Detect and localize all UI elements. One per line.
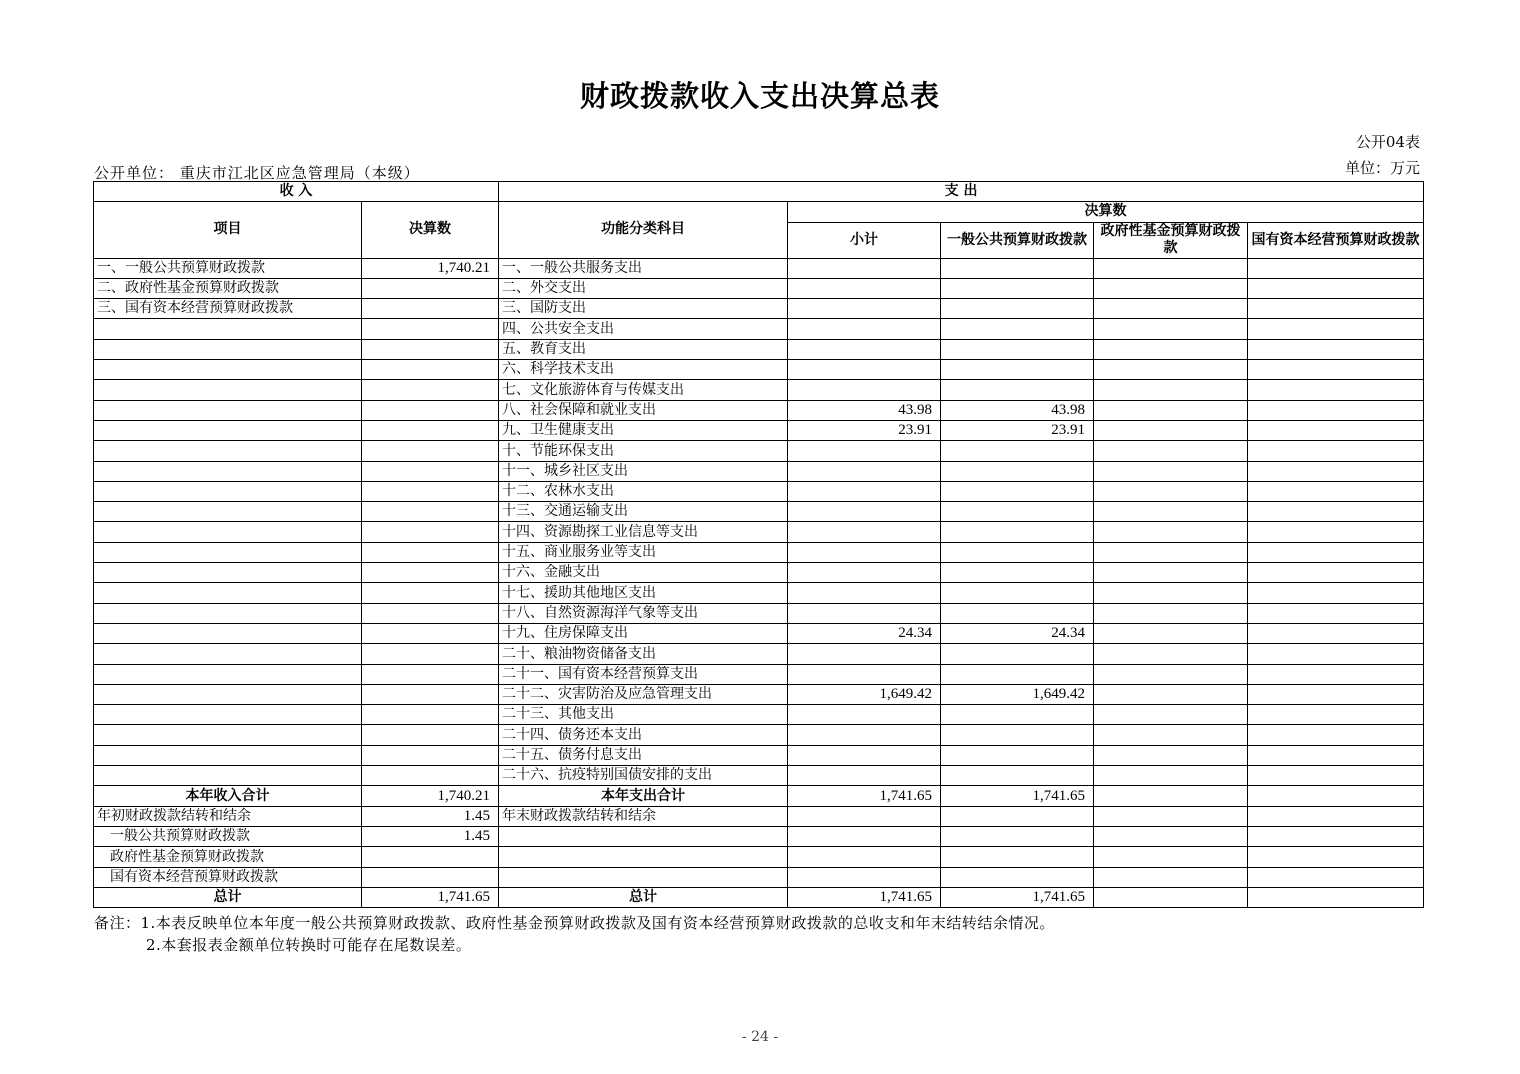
- state-capital-value: [1248, 420, 1424, 440]
- state-capital-value: [1248, 461, 1424, 481]
- state-capital-value: [1248, 400, 1424, 420]
- gov-fund-value: [1094, 542, 1248, 562]
- table-row: [94, 319, 1424, 339]
- state-capital-value: [1248, 339, 1424, 359]
- table-row: [94, 766, 1424, 786]
- general-budget-value: [941, 380, 1094, 400]
- income-item: [94, 583, 362, 603]
- carryover-fund-row: [94, 847, 1424, 867]
- gov-fund-value: [1094, 502, 1248, 522]
- income-amount: [362, 542, 499, 562]
- table-row: [94, 278, 1424, 298]
- function-item: 二十三、其他支出: [499, 705, 788, 725]
- function-item: 十三、交通运输支出: [499, 502, 788, 522]
- income-item: 一、一般公共预算财政拨款: [94, 258, 362, 278]
- subtotal-value: [788, 522, 941, 542]
- table-row: [94, 522, 1424, 542]
- subtotal-header: 小计: [788, 222, 941, 258]
- state-capital-value: [1248, 542, 1424, 562]
- income-item: [94, 380, 362, 400]
- state-capital-value: [1248, 603, 1424, 623]
- subtotal-value: [788, 563, 941, 583]
- function-item: 十一、城乡社区支出: [499, 461, 788, 481]
- subtotal-value: [788, 583, 941, 603]
- state-capital-value: [1248, 441, 1424, 461]
- income-item: [94, 481, 362, 501]
- function-item: 三、国防支出: [499, 299, 788, 319]
- gov-fund-value: [1094, 664, 1248, 684]
- function-item: 二十二、灾害防治及应急管理支出: [499, 684, 788, 704]
- table-row: [94, 542, 1424, 562]
- state-capital-value: [1248, 766, 1424, 786]
- income-item: [94, 623, 362, 643]
- income-item: [94, 360, 362, 380]
- gov-fund-value: [1094, 623, 1248, 643]
- function-item: 六、科学技术支出: [499, 360, 788, 380]
- subtotal-value: [788, 745, 941, 765]
- function-item: 十七、援助其他地区支出: [499, 583, 788, 603]
- grand-total-row: [94, 887, 1424, 907]
- general-budget-value: 24.34: [941, 623, 1094, 643]
- subtotal-value: [788, 319, 941, 339]
- table-row: [94, 502, 1424, 522]
- income-item: [94, 319, 362, 339]
- note-2: 2.本套报表金额单位转换时可能存在尾数误差。: [146, 936, 472, 954]
- income-amount: [362, 583, 499, 603]
- state-capital-value: [1248, 380, 1424, 400]
- income-amount: [362, 380, 499, 400]
- grand-total-income: 1,741.65: [362, 887, 499, 907]
- notes: [94, 912, 1055, 956]
- fiscal-appropriation-table: [93, 181, 1424, 908]
- function-item: 七、文化旅游体育与传媒支出: [499, 380, 788, 400]
- state-capital-value: [1248, 522, 1424, 542]
- state-capital-value: [1248, 583, 1424, 603]
- expense-total-general: 1,741.65: [941, 786, 1094, 806]
- table-row: [94, 684, 1424, 704]
- state-capital-header: 国有资本经营预算财政拨款: [1248, 222, 1424, 258]
- subtotal-value: [788, 258, 941, 278]
- income-item: [94, 420, 362, 440]
- gov-fund-header: 政府性基金预算财政拨款: [1094, 222, 1248, 258]
- gov-fund-value: [1094, 258, 1248, 278]
- state-capital-value: [1248, 745, 1424, 765]
- item-header: 项目: [94, 202, 362, 258]
- gov-fund-value: [1094, 745, 1248, 765]
- subtotal-value: 1,649.42: [788, 684, 941, 704]
- gov-fund-value: [1094, 563, 1248, 583]
- income-amount: [362, 339, 499, 359]
- gov-fund-value: [1094, 603, 1248, 623]
- income-amount: [362, 603, 499, 623]
- table-row: [94, 400, 1424, 420]
- gov-fund-value: [1094, 299, 1248, 319]
- function-item: 一、一般公共服务支出: [499, 258, 788, 278]
- page-title: 财政拨款收入支出决算总表: [579, 79, 940, 113]
- state-capital-value: [1248, 481, 1424, 501]
- income-amount: [362, 299, 499, 319]
- function-item: 十八、自然资源海洋气象等支出: [499, 603, 788, 623]
- income-item: [94, 441, 362, 461]
- function-item: 十五、商业服务业等支出: [499, 542, 788, 562]
- income-amount: [362, 725, 499, 745]
- gov-fund-value: [1094, 420, 1248, 440]
- income-amount: [362, 644, 499, 664]
- gov-fund-value: [1094, 339, 1248, 359]
- income-item: 三、国有资本经营预算财政拨款: [94, 299, 362, 319]
- income-total-amount: 1,740.21: [362, 786, 499, 806]
- table-row: [94, 258, 1424, 278]
- state-capital-value: [1248, 644, 1424, 664]
- carryover-general-amount: 1.45: [362, 826, 499, 846]
- income-item: [94, 563, 362, 583]
- general-budget-value: [941, 461, 1094, 481]
- function-item: 八、社会保障和就业支出: [499, 400, 788, 420]
- page-number: - 24 -: [741, 1029, 779, 1045]
- gov-fund-value: [1094, 461, 1248, 481]
- income-amount: [362, 278, 499, 298]
- table-row: [94, 563, 1424, 583]
- state-capital-value: [1248, 623, 1424, 643]
- subtotal-value: [788, 299, 941, 319]
- currency-unit: 单位：万元: [1344, 159, 1420, 177]
- income-item: [94, 461, 362, 481]
- carryover-begin-label: 年初财政拨款结转和结余: [94, 806, 362, 826]
- state-capital-value: [1248, 684, 1424, 704]
- general-budget-value: [941, 542, 1094, 562]
- state-capital-value: [1248, 705, 1424, 725]
- general-budget-value: [941, 319, 1094, 339]
- carryover-begin-amount: 1.45: [362, 806, 499, 826]
- state-capital-value: [1248, 278, 1424, 298]
- carryover-end-label: 年末财政拨款结转和结余: [499, 806, 788, 826]
- general-budget-value: [941, 339, 1094, 359]
- general-budget-value: [941, 502, 1094, 522]
- income-item: 二、政府性基金预算财政拨款: [94, 278, 362, 298]
- function-item: 二十一、国有资本经营预算支出: [499, 664, 788, 684]
- reporting-unit: 公开单位： 重庆市江北区应急管理局（本级）: [94, 164, 420, 182]
- subtotal-value: [788, 705, 941, 725]
- subtotal-value: [788, 766, 941, 786]
- gov-fund-value: [1094, 522, 1248, 542]
- gov-fund-value: [1094, 684, 1248, 704]
- income-amount: [362, 522, 499, 542]
- grand-total-expense-label: 总计: [499, 887, 788, 907]
- grand-total-label: 总计: [94, 887, 362, 907]
- general-budget-value: [941, 278, 1094, 298]
- income-item: [94, 745, 362, 765]
- general-budget-value: 1,649.42: [941, 684, 1094, 704]
- general-budget-value: [941, 299, 1094, 319]
- state-capital-value: [1248, 725, 1424, 745]
- general-budget-value: [941, 360, 1094, 380]
- income-item: [94, 400, 362, 420]
- subtotal-value: [788, 664, 941, 684]
- state-capital-value: [1248, 563, 1424, 583]
- function-item: 十九、住房保障支出: [499, 623, 788, 643]
- gov-fund-value: [1094, 441, 1248, 461]
- state-capital-value: [1248, 319, 1424, 339]
- general-budget-value: [941, 522, 1094, 542]
- amount-header: 决算数: [362, 202, 499, 258]
- expense-header: 支 出: [499, 182, 1424, 202]
- general-budget-value: [941, 258, 1094, 278]
- general-budget-value: [941, 705, 1094, 725]
- carryover-capital-label: 国有资本经营预算财政拨款: [94, 867, 362, 887]
- gov-fund-value: [1094, 766, 1248, 786]
- function-item: 四、公共安全支出: [499, 319, 788, 339]
- state-capital-value: [1248, 502, 1424, 522]
- carryover-general-label: 一般公共预算财政拨款: [94, 826, 362, 846]
- income-amount: [362, 623, 499, 643]
- table-row: [94, 360, 1424, 380]
- state-capital-value: [1248, 360, 1424, 380]
- general-budget-value: [941, 563, 1094, 583]
- income-amount: [362, 420, 499, 440]
- income-item: [94, 644, 362, 664]
- subtotal-value: [788, 360, 941, 380]
- income-item: [94, 664, 362, 684]
- income-amount: [362, 766, 499, 786]
- income-item: [94, 522, 362, 542]
- subtotal-value: [788, 542, 941, 562]
- function-item: 二十五、债务付息支出: [499, 745, 788, 765]
- income-item: [94, 705, 362, 725]
- grand-total-general: 1,741.65: [941, 887, 1094, 907]
- carryover-capital-row: [94, 867, 1424, 887]
- state-capital-value: [1248, 664, 1424, 684]
- income-header: 收 入: [94, 182, 499, 202]
- subtotal-value: [788, 603, 941, 623]
- income-item: [94, 603, 362, 623]
- subtotal-value: [788, 725, 941, 745]
- subtotal-value: [788, 461, 941, 481]
- subtotal-value: [788, 339, 941, 359]
- table-row: [94, 339, 1424, 359]
- gov-fund-value: [1094, 278, 1248, 298]
- income-amount: [362, 705, 499, 725]
- income-item: [94, 684, 362, 704]
- function-item: 十、节能环保支出: [499, 441, 788, 461]
- final-account-header: 决算数: [788, 202, 1424, 222]
- table-row: [94, 441, 1424, 461]
- function-item: 二十六、抗疫特别国债安排的支出: [499, 766, 788, 786]
- subtotal-value: [788, 502, 941, 522]
- general-budget-header: 一般公共预算财政拨款: [941, 222, 1094, 258]
- subtotal-value: [788, 380, 941, 400]
- form-number: 公开04表: [1355, 133, 1420, 151]
- gov-fund-value: [1094, 400, 1248, 420]
- income-amount: [362, 563, 499, 583]
- function-item: 十二、农林水支出: [499, 481, 788, 501]
- note-1: 备注：1.本表反映单位本年度一般公共预算财政拨款、政府性基金预算财政拨款及国有资本经营预算财政拨款的总收支和年末结转结余情况。: [94, 914, 1055, 932]
- expense-total-label: 本年支出合计: [499, 786, 788, 806]
- general-budget-value: 23.91: [941, 420, 1094, 440]
- table-row: [94, 461, 1424, 481]
- table-row: [94, 725, 1424, 745]
- function-item: 五、教育支出: [499, 339, 788, 359]
- subtotal-value: 24.34: [788, 623, 941, 643]
- income-item: [94, 766, 362, 786]
- income-item: [94, 725, 362, 745]
- carryover-begin-row: [94, 806, 1424, 826]
- income-amount: [362, 461, 499, 481]
- gov-fund-value: [1094, 705, 1248, 725]
- general-budget-value: [941, 725, 1094, 745]
- table-row: [94, 603, 1424, 623]
- annual-total-row: [94, 786, 1424, 806]
- income-amount: [362, 441, 499, 461]
- general-budget-value: [941, 481, 1094, 501]
- function-header: 功能分类科目: [499, 202, 788, 258]
- table-row: [94, 644, 1424, 664]
- function-item: 二十、粮油物资储备支出: [499, 644, 788, 664]
- income-amount: [362, 684, 499, 704]
- gov-fund-value: [1094, 644, 1248, 664]
- gov-fund-value: [1094, 319, 1248, 339]
- subtotal-value: 43.98: [788, 400, 941, 420]
- table-row: [94, 481, 1424, 501]
- general-budget-value: [941, 745, 1094, 765]
- gov-fund-value: [1094, 360, 1248, 380]
- income-item: [94, 502, 362, 522]
- subtotal-value: 23.91: [788, 420, 941, 440]
- gov-fund-value: [1094, 380, 1248, 400]
- general-budget-value: [941, 583, 1094, 603]
- gov-fund-value: [1094, 481, 1248, 501]
- gov-fund-value: [1094, 725, 1248, 745]
- table-row: [94, 299, 1424, 319]
- function-item: 九、卫生健康支出: [499, 420, 788, 440]
- income-amount: [362, 319, 499, 339]
- function-item: 十六、金融支出: [499, 563, 788, 583]
- state-capital-value: [1248, 299, 1424, 319]
- expense-total-subtotal: 1,741.65: [788, 786, 941, 806]
- income-amount: 1,740.21: [362, 258, 499, 278]
- table-row: [94, 705, 1424, 725]
- table-body: [94, 258, 1424, 786]
- subtotal-value: [788, 481, 941, 501]
- state-capital-value: [1248, 258, 1424, 278]
- table-row: [94, 380, 1424, 400]
- table-row: [94, 664, 1424, 684]
- function-item: 二十四、债务还本支出: [499, 725, 788, 745]
- income-amount: [362, 745, 499, 765]
- income-amount: [362, 502, 499, 522]
- gov-fund-value: [1094, 583, 1248, 603]
- general-budget-value: [941, 603, 1094, 623]
- income-item: [94, 542, 362, 562]
- table-row: [94, 745, 1424, 765]
- general-budget-value: 43.98: [941, 400, 1094, 420]
- general-budget-value: [941, 644, 1094, 664]
- income-amount: [362, 400, 499, 420]
- subtotal-value: [788, 441, 941, 461]
- carryover-general-row: [94, 826, 1424, 846]
- income-item: [94, 339, 362, 359]
- income-amount: [362, 664, 499, 684]
- income-amount: [362, 360, 499, 380]
- income-amount: [362, 481, 499, 501]
- function-item: 十四、资源勘探工业信息等支出: [499, 522, 788, 542]
- general-budget-value: [941, 441, 1094, 461]
- subtotal-value: [788, 278, 941, 298]
- function-item: 二、外交支出: [499, 278, 788, 298]
- general-budget-value: [941, 766, 1094, 786]
- general-budget-value: [941, 664, 1094, 684]
- table-row: [94, 623, 1424, 643]
- table-row: [94, 583, 1424, 603]
- subtotal-value: [788, 644, 941, 664]
- grand-total-subtotal: 1,741.65: [788, 887, 941, 907]
- income-total-label: 本年收入合计: [94, 786, 362, 806]
- carryover-fund-label: 政府性基金预算财政拨款: [94, 847, 362, 867]
- table-row: [94, 420, 1424, 440]
